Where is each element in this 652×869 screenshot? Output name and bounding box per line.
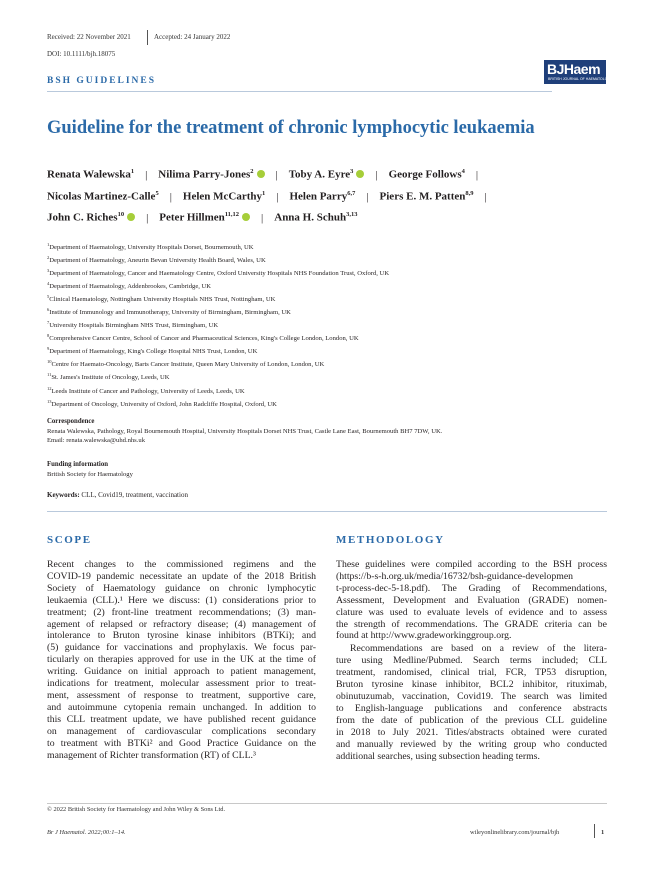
author-affiliation-number: 3,13: [346, 211, 358, 218]
affiliation-number: 1: [47, 242, 50, 247]
journal-url[interactable]: wileyonlinelibrary.com/journal/bjh: [470, 829, 560, 836]
affiliation-text: Department of Haematology, Cancer and Haematology Centre, Oxford University Hospitals NHS Foundation Trust, Oxford, UK: [49, 270, 390, 278]
author-affiliation-number: 1: [262, 190, 266, 197]
author-separator: |: [375, 168, 378, 181]
text-line: ment, assessment of response to treatment, supportive care,: [47, 689, 316, 701]
keywords: [47, 491, 188, 499]
correspondence-heading: Correspondence: [47, 418, 95, 425]
affiliation-text: Department of Oncology, University of Oxford, John Radcliffe Hospital, Oxford, UK: [51, 400, 277, 408]
affiliation-list: [47, 238, 607, 408]
keywords-label: Keywords:: [47, 491, 80, 499]
affiliation-text: Department of Haematology, Addenbrookes, Cambridge, UK: [49, 283, 212, 291]
affiliation-text: Comprehensive Cancer Centre, School of Cancer and Pharmaceutical Sciences, King's College London, London, UK: [49, 335, 359, 343]
footer-divider: [594, 824, 595, 838]
text-line: treatment, randomised, clinical trial, FCR, TP53 disruption,: [336, 667, 607, 679]
text-line: These guidelines were compiled according to the BSH process: [336, 559, 607, 570]
author-name[interactable]: John C. Riches: [47, 211, 118, 224]
text-line: and manually reviewed by the writing group who conducted: [336, 738, 607, 750]
text-line: on management of cardiovascular complications secondary: [47, 725, 316, 737]
affiliation-item: [47, 342, 607, 355]
text-line: (https://b-s-h.org.uk/media/16732/bsh-guidance-developmen: [336, 570, 574, 582]
affiliation-number: 5: [47, 294, 50, 300]
author-row: [47, 168, 607, 181]
logo-subtext: BRITISH JOURNAL OF HAEMATOLOGY: [548, 77, 613, 81]
header-divider: [147, 30, 148, 45]
author-separator: |: [145, 168, 148, 181]
author-affiliation-number: 8,9: [465, 190, 474, 197]
author-row: [47, 190, 607, 203]
methodology-heading: METHODOLOGY: [336, 534, 445, 546]
text-line: (5) guidance for vaccinations and prophylaxis. We focus par-: [47, 642, 316, 654]
author-name[interactable]: Nicolas Martinez-Calle: [47, 190, 156, 203]
affiliation-item: [47, 251, 607, 264]
text-line: to English-language publications and conference abstracts: [336, 702, 607, 714]
author-affiliation-number: 4: [461, 168, 465, 175]
text-line: leukaemia (CLL).¹ Here we discuss: (1) considerations prior to: [47, 594, 316, 606]
affiliation-number: 6: [47, 307, 50, 313]
author-affiliation-number: 2: [250, 168, 254, 175]
methodology-paragraph: [336, 643, 607, 762]
accepted-date: Accepted: 24 January 2022: [154, 33, 231, 41]
correspondence-email[interactable]: Email: renata.walewska@uhd.nhs.uk: [47, 437, 145, 444]
affiliation-item: [47, 355, 607, 368]
text-line: the strength of recommendations. The GRADE criteria can be: [336, 618, 607, 630]
orcid-icon[interactable]: [257, 170, 265, 178]
author-affiliation-number: 10: [117, 211, 125, 218]
text-line: this CLL treatment update, we have published recent guidance: [47, 713, 316, 725]
affiliation-number: 13: [47, 398, 52, 404]
author-name[interactable]: Toby A. Eyre: [288, 168, 351, 181]
funding-heading: Funding information: [47, 461, 108, 468]
affiliation-number: 10: [47, 359, 52, 365]
correspondence-address: Renata Walewska, Pathology, Royal Bournemouth Hospital, University Hospitals Dorset NHS Trust, Castle Lane East, Bournemouth BH7 7DW, UK.: [47, 428, 443, 435]
text-line: intolerance to Bruton tyrosine kinase inhibitors (BTKi); and: [47, 630, 316, 642]
author-name[interactable]: Peter Hillmen: [159, 211, 225, 224]
text-line: treatment; (2) front-line treatment recommendations; (3) man-: [47, 606, 316, 618]
text-line: indications for treatment, molecular assessment prior to treat-: [47, 678, 316, 690]
text-line: from the date of publication of the previous CLL guideline: [336, 714, 607, 726]
author-name[interactable]: George Follows: [388, 168, 462, 181]
section-label: BSH GUIDELINES: [47, 76, 157, 86]
affiliation-item: [47, 368, 607, 381]
author-name[interactable]: Renata Walewska: [47, 168, 131, 181]
affiliation-text: Department of Haematology, Aneurin Bevan University Health Board, Wales, UK: [49, 257, 266, 265]
author-separator: |: [146, 211, 149, 224]
orcid-icon[interactable]: [242, 213, 250, 221]
affiliation-text: Department of Haematology, King's College Hospital NHS Trust, London, UK: [49, 348, 258, 356]
received-date: Received: 22 November 2021: [47, 33, 131, 41]
text-line: found at http://www.gradeworkinggroup.org.: [336, 630, 512, 642]
affiliation-item: [47, 316, 607, 329]
affiliation-text: Centre for Haemato-Oncology, Barts Cancer Institute, Queen Mary University of London, London, UK: [51, 361, 325, 369]
scope-heading: SCOPE: [47, 534, 92, 546]
affiliation-number: 7: [47, 320, 50, 326]
affiliation-number: 4: [47, 281, 50, 287]
author-separator: |: [484, 190, 487, 203]
author-affiliation-number: 6,7: [347, 190, 356, 197]
affiliation-item: [47, 290, 607, 303]
page-number: 1: [601, 829, 605, 836]
text-line: obinutuzumab, vaccination, Covid19. The search was limited: [336, 690, 607, 702]
author-name[interactable]: Helen Parry: [289, 190, 348, 203]
affiliation-number: 8: [47, 333, 50, 339]
text-line: t-process-dec-5-18.pdf). The Grading of Recommendations,: [336, 582, 607, 594]
keywords-text: CLL, Covid19, treatment, vaccination: [81, 491, 188, 499]
author-separator: |: [261, 211, 264, 224]
author-name[interactable]: Anna H. Schuh: [274, 211, 347, 224]
author-name[interactable]: Piers E. M. Patten: [379, 190, 466, 203]
text-line: in 2018 to July 2021. Titles/abstracts obtained were curated: [336, 726, 607, 738]
affiliation-item: [47, 264, 607, 277]
text-line: clature was used to evaluate levels of evidence and to assess: [336, 606, 607, 618]
author-separator: |: [169, 190, 172, 203]
affiliation-item: [47, 303, 607, 316]
text-line: COVID-19 pandemic necessitate an update of the 2018 British: [47, 570, 316, 582]
affiliation-number: 12: [47, 385, 52, 391]
funding-text: British Society for Haematology: [47, 471, 133, 478]
header-rule: [47, 91, 552, 92]
author-separator: |: [276, 190, 279, 203]
text-line: Society of Haematology guidance on chronic lymphocytic: [47, 582, 316, 594]
text-line: to treatment with BTKi² and Good Practice Guidance on the: [47, 737, 316, 749]
author-name[interactable]: Nilima Parry-Jones: [158, 168, 251, 181]
author-affiliation-number: 3: [350, 168, 354, 175]
affiliation-number: 11: [47, 372, 52, 378]
author-name[interactable]: Helen McCarthy: [182, 190, 263, 203]
affiliation-text: University Hospitals Birmingham NHS Trust, Birmingham, UK: [49, 322, 219, 330]
journal-reference: Br J Haematol. 2022;00:1–14.: [47, 829, 126, 836]
journal-logo: [544, 60, 613, 84]
text-line: ture using Medline/Pubmed. Search terms included; CLL: [336, 655, 607, 667]
footer-rule: [47, 803, 607, 804]
logo-text: BJHaem: [547, 61, 601, 77]
text-line: writing. Guidance on initial approach to patient management,: [47, 666, 316, 678]
affiliation-text: St. James's Institute of Oncology, Leeds, UK: [51, 374, 170, 382]
affiliation-item: [47, 329, 607, 342]
author-affiliation-number: 11,12: [224, 211, 240, 218]
orcid-icon[interactable]: [356, 170, 364, 178]
text-line: Bruton tyrosine kinase inhibitor, BCL2 inhibitor, rituximab,: [336, 679, 607, 691]
copyright: © 2022 British Society for Haematology and John Wiley & Sons Ltd.: [47, 806, 226, 813]
article-title: Guideline for the treatment of chronic lymphocytic leukaemia: [47, 118, 535, 138]
text-line: and autoimmune cytopenia remain unchanged. In addition to: [47, 701, 316, 713]
text-line: management of Richter transformation (RT) of CLL.³: [47, 749, 256, 761]
affiliation-number: 2: [47, 255, 50, 261]
author-separator: |: [275, 168, 278, 181]
scope-body: [47, 559, 316, 761]
text-line: Recent changes to the commissioned regimens and the: [47, 559, 316, 570]
affiliation-number: 9: [47, 346, 50, 352]
affiliation-item: [47, 238, 607, 251]
text-line: ticularly on therapies approved for use in the UK at the time of: [47, 654, 316, 666]
methodology-paragraph: [336, 559, 607, 642]
affiliation-text: Leeds Institute of Cancer and Pathology, University of Leeds, Leeds, UK: [51, 387, 245, 395]
author-affiliation-number: 1: [130, 168, 135, 175]
affiliation-item: [47, 382, 607, 395]
author-separator: |: [475, 168, 479, 181]
text-line: additional searches, using subsection heading terms.: [336, 750, 540, 762]
text-line: Assessment, Development and Evaluation (GRADE) nomen-: [336, 594, 607, 606]
affiliation-item: [47, 277, 607, 290]
affiliation-item: [47, 395, 607, 408]
affiliation-text: Department of Haematology, University Hospitals Dorset, Bournemouth, UK: [49, 244, 254, 252]
affiliation-number: 3: [47, 268, 50, 274]
doi[interactable]: DOI: 10.1111/bjh.18075: [47, 50, 116, 58]
keywords-rule: [47, 511, 607, 512]
methodology-body: [336, 559, 607, 762]
author-row: [47, 211, 607, 224]
author-affiliation-number: 5: [155, 190, 159, 197]
orcid-icon[interactable]: [127, 213, 135, 221]
affiliation-text: Institute of Immunology and Immunotherapy, University of Birmingham, Birmingham, UK: [49, 309, 291, 317]
affiliation-text: Clinical Haematology, Nottingham University Hospitals NHS Trust, Nottingham, UK: [49, 296, 276, 304]
author-separator: |: [366, 190, 369, 203]
text-line: Recommendations are based on a review of the litera-: [350, 643, 607, 655]
text-line: agement of relapsed or refractory disease; (4) management of: [47, 618, 316, 630]
